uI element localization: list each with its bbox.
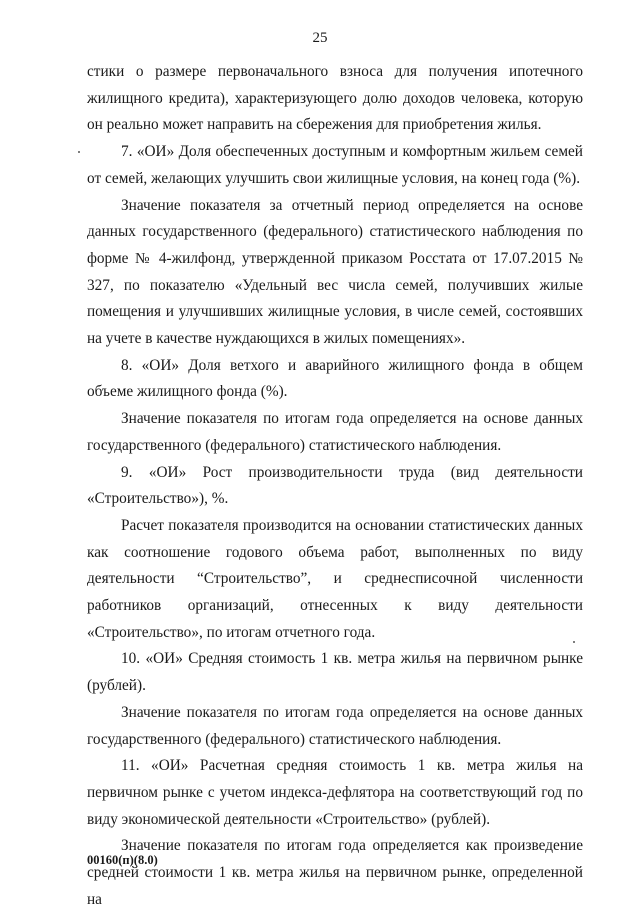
paragraph-continuation: стики о размере первоначального взноса для получения ипотечного жилищного кредита), характеризующего долю доходов человека, которую он реально может направить на сбережения для приобретения жилья. [87, 63, 583, 134]
paragraph-item-7: 7. «ОИ» Доля обеспеченных доступным и комфортным жильем семей от семей, желающих улучшить свои жилищные условия, на конец года (%). [87, 143, 583, 187]
paragraph-item-7-description: Значение показателя за отчетный период определяется на основе данных государственного (федерального) статистического наблюдения по форме № 4-жилфонд, утвержденной приказом Росстата от 17.07.2015 № 327, по показателю «Удельный вес числа семей, получивших жилые помещения и улучшивших жилищные условия, в числе семей, состоявших на учете в качестве нуждающихся в жилых помещениях». [87, 196, 583, 348]
paragraph-item-11-description: Значение показателя по итогам года определяется как произведение средней стоимости 1 кв. метра жилья на первичном рынке, определенной на [87, 837, 583, 908]
paragraph-item-10-description: Значение показателя по итогам года определяется на основе данных государственного (федерального) статистического наблюдения. [87, 703, 583, 748]
paragraph-item-8-description: Значение показателя по итогам года определяется на основе данных государственного (федерального) статистического наблюдения. [87, 410, 583, 454]
paragraph-item-11: 11. «ОИ» Расчетная средняя стоимость 1 кв. метра жилья на первичном рынке с учетом индекса-дефлятора на соответствующий год по виду экономической деятельности «Строительство» (рублей). [87, 757, 583, 828]
paragraph-item-9: 9. «ОИ» Рост производительности труда (вид деятельности «Строительство»), %. [87, 463, 583, 508]
paragraph-item-9-description: Расчет показателя производится на основании статистических данных как соотношение годового объема работ, выполненных по виду деятельности “Строительство”, и среднесписочной численности работников организаций, отнесенных к виду деятельности «Строительство», по итогам отчетного года. [87, 516, 583, 641]
paragraph-item-8: 8. «ОИ» Доля ветхого и аварийного жилищного фонда в общем объеме жилищного фонда (%). [87, 356, 583, 401]
paragraph-item-10: 10. «ОИ» Средняя стоимость 1 кв. метра жилья на первичном рынке (рублей). [87, 650, 583, 695]
page-number: 25 [312, 30, 328, 46]
document-body [87, 59, 583, 914]
scan-speck [573, 641, 575, 643]
footer-document-code: 00160(п)(8.0) [87, 853, 158, 867]
scan-speck [78, 151, 80, 153]
